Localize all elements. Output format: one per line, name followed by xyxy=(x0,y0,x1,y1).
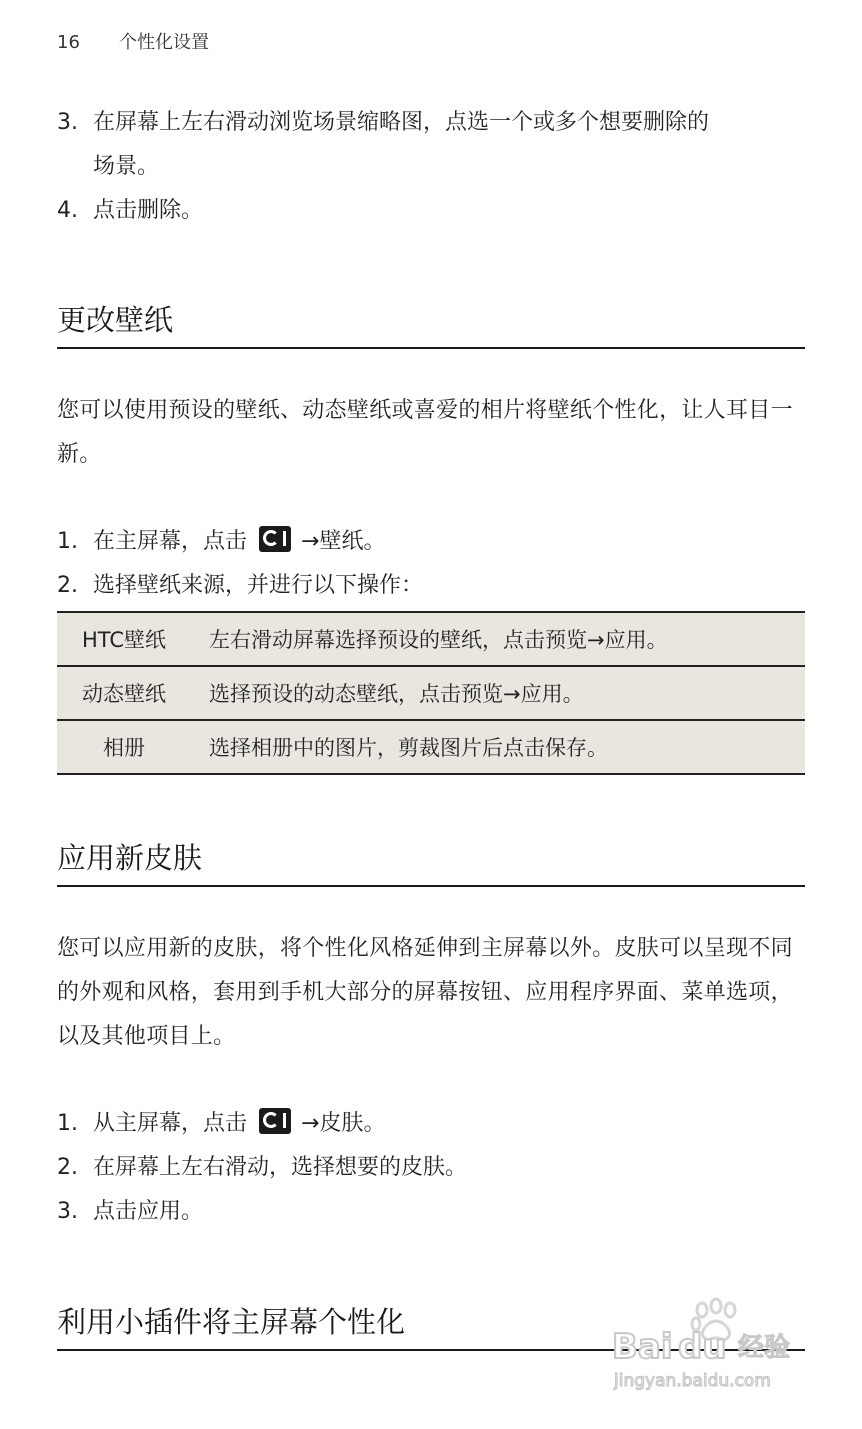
source-action: 选择预设的动态壁纸，点击预览→应用。 xyxy=(191,666,805,720)
step-text: 在屏幕上左右滑动，选择想要的皮肤。 xyxy=(93,1155,468,1180)
step-number: 2. xyxy=(57,573,78,598)
step-number: 2. xyxy=(57,1155,78,1180)
wallpaper-intro: 您可以使用预设的壁纸、动态壁纸或喜爱的相片将壁纸个性化，让人耳目一新。 xyxy=(57,398,793,467)
step-text: 点击删除。 xyxy=(93,198,204,223)
section-title: 个性化设置 xyxy=(119,32,209,53)
personalize-icon xyxy=(259,1108,291,1134)
source-action: 左右滑动屏幕选择预设的壁纸，点击预览→应用。 xyxy=(191,612,805,666)
source-name: 相册 xyxy=(57,720,191,774)
skin-intro: 您可以应用新的皮肤，将个性化风格延伸到主屏幕以外。皮肤可以呈现不同的外观和风格，套用到手机大部分的屏幕按钮、应用程序界面、菜单选项，以及其他项目上。 xyxy=(57,936,793,1049)
table-row xyxy=(57,720,805,774)
step-number: 3. xyxy=(57,110,78,135)
step-number: 3. xyxy=(57,1199,78,1224)
section-heading-wallpaper: 更改壁纸 xyxy=(57,298,805,349)
wallpaper-step-1 xyxy=(57,520,385,564)
personalize-icon xyxy=(259,526,291,552)
step-text-after: →壁纸。 xyxy=(301,529,386,554)
skin-step-1 xyxy=(57,1102,385,1146)
step-4-delete xyxy=(57,189,203,233)
step-number: 4. xyxy=(57,198,78,223)
svg-text:jingyan.baidu.com: jingyan.baidu.com xyxy=(614,1371,771,1391)
wallpaper-source-table xyxy=(57,611,805,775)
step-number: 1. xyxy=(57,1111,78,1136)
table-row xyxy=(57,666,805,720)
source-name: 动态壁纸 xyxy=(57,666,191,720)
step-text: 点击应用。 xyxy=(93,1199,204,1224)
page-number: 16 xyxy=(57,32,80,53)
source-action: 选择相册中的图片，剪裁图片后点击保存。 xyxy=(191,720,805,774)
step-text: 选择壁纸来源，并进行以下操作： xyxy=(93,573,424,598)
section-heading-widgets: 利用小插件将主屏幕个性化 xyxy=(57,1300,805,1351)
step-text: 在屏幕上左右滑动浏览场景缩略图，点选一个或多个想要删除的 xyxy=(93,110,710,135)
table-row xyxy=(57,612,805,666)
page-header xyxy=(57,28,209,54)
skin-step-3 xyxy=(57,1190,203,1234)
step-3-delete xyxy=(57,101,709,189)
step-number: 1. xyxy=(57,529,78,554)
svg-text:du: du xyxy=(678,1327,727,1367)
step-text-after: →皮肤。 xyxy=(301,1111,386,1136)
step-text: 从主屏幕，点击 xyxy=(93,1111,248,1136)
svg-text:经验: 经验 xyxy=(738,1333,791,1363)
svg-text:Bai: Bai xyxy=(612,1327,673,1367)
step-text-continued: 场景。 xyxy=(93,154,160,179)
wallpaper-step-2 xyxy=(57,564,423,608)
source-name: HTC壁纸 xyxy=(57,612,191,666)
skin-step-2 xyxy=(57,1146,467,1190)
section-heading-skin: 应用新皮肤 xyxy=(57,836,805,887)
step-text: 在主屏幕，点击 xyxy=(93,529,248,554)
